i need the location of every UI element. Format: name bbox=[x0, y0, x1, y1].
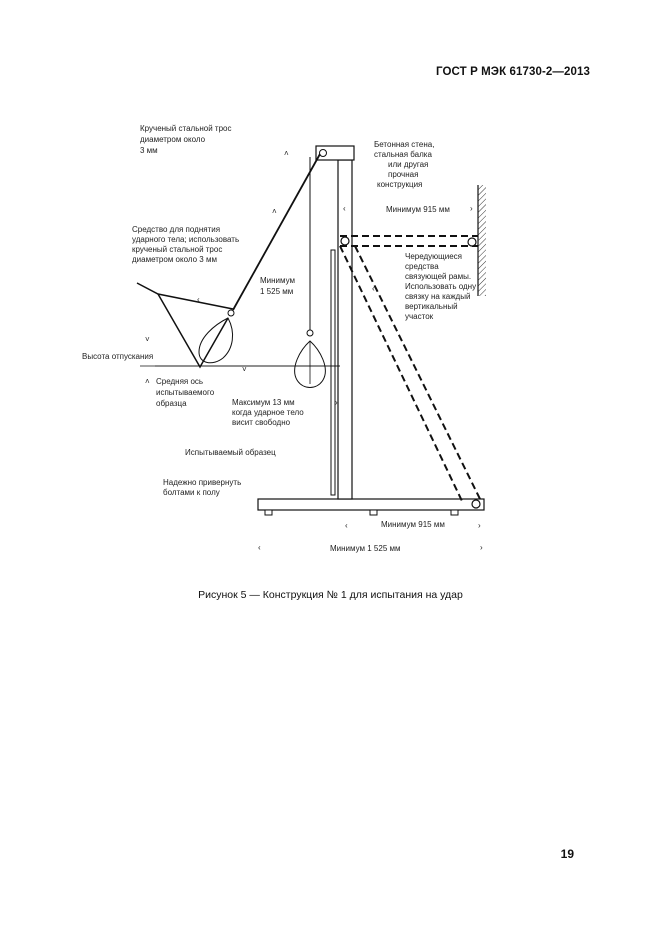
dim-arrow-base-right: › bbox=[478, 521, 481, 530]
brace-pin bbox=[472, 500, 480, 508]
wall-hatch bbox=[478, 185, 486, 296]
dim-arrow-height: ˅ bbox=[242, 365, 247, 374]
label-min-1525-bottom: Минимум 1 525 мм bbox=[330, 544, 401, 553]
bolt-left bbox=[265, 510, 272, 515]
label-release-height: Высота отпускания bbox=[82, 352, 154, 361]
dim-arrow-post: ‹ bbox=[343, 204, 346, 213]
label-lift-means: Средство для поднятия ударного тела; использовать крученый стальной трос диаметром около 3 мм bbox=[132, 225, 240, 264]
label-bolts: Надежно привернуть болтами к полу bbox=[163, 478, 242, 497]
base-plate bbox=[258, 499, 484, 510]
label-specimen: Испытываемый образец bbox=[185, 448, 276, 457]
lift-rope-lower bbox=[158, 294, 228, 367]
top-pulley bbox=[320, 150, 327, 157]
dim-arrow-gap: › bbox=[335, 398, 338, 407]
page-number: 19 bbox=[560, 847, 574, 861]
raised-hook bbox=[228, 310, 234, 316]
label-min-915-bottom: Минимум 915 мм bbox=[381, 520, 445, 529]
tie-pin-left bbox=[341, 237, 349, 245]
dim-arrow-cable: ˄ bbox=[284, 149, 289, 158]
dim-arrow-1525-right: › bbox=[480, 543, 483, 552]
label-wire-rope: Крученый стальной трос диаметром около 3 мм bbox=[140, 124, 232, 155]
dim-arrow-wall: › bbox=[470, 204, 473, 213]
dim-arrow-ties: ‹ bbox=[372, 284, 375, 293]
specimen-panel bbox=[331, 250, 335, 495]
dim-arrow-release: ˅ bbox=[145, 335, 150, 344]
figure-caption: Рисунок 5 — Конструкция № 1 для испытания на удар bbox=[198, 589, 463, 601]
label-max-13: Максимум 13 мм когда ударное тело висит свободно bbox=[232, 398, 304, 427]
document-header: ГОСТ Р МЭК 61730-2—2013 bbox=[436, 66, 590, 78]
label-min-1525-vertical: Минимум 1 525 мм bbox=[260, 276, 296, 296]
dim-arrow-1525-left: ‹ bbox=[258, 543, 261, 552]
label-min-915-top: Минимум 915 мм bbox=[386, 205, 450, 214]
label-centerline: Средняя ось испытываемого образца bbox=[156, 377, 215, 408]
bolt-middle bbox=[370, 510, 377, 515]
bolt-right bbox=[451, 510, 458, 515]
label-ties: Чередующиеся средства связующей рамы. Использовать одну связку на каждый вертикальный участок bbox=[405, 252, 477, 321]
dim-arrow-centre: ˄ bbox=[145, 377, 150, 386]
dim-arrow-cable2: ˄ bbox=[272, 207, 277, 216]
label-wall: Бетонная стена, стальная балка или другая прочная конструкция bbox=[374, 140, 435, 189]
tie-pin-right bbox=[468, 238, 476, 246]
hanging-hook bbox=[307, 330, 313, 336]
lift-rope bbox=[137, 283, 233, 309]
dim-arrow-base-left: ‹ bbox=[345, 521, 348, 530]
dim-arrow-rope: ‹ bbox=[197, 295, 200, 304]
